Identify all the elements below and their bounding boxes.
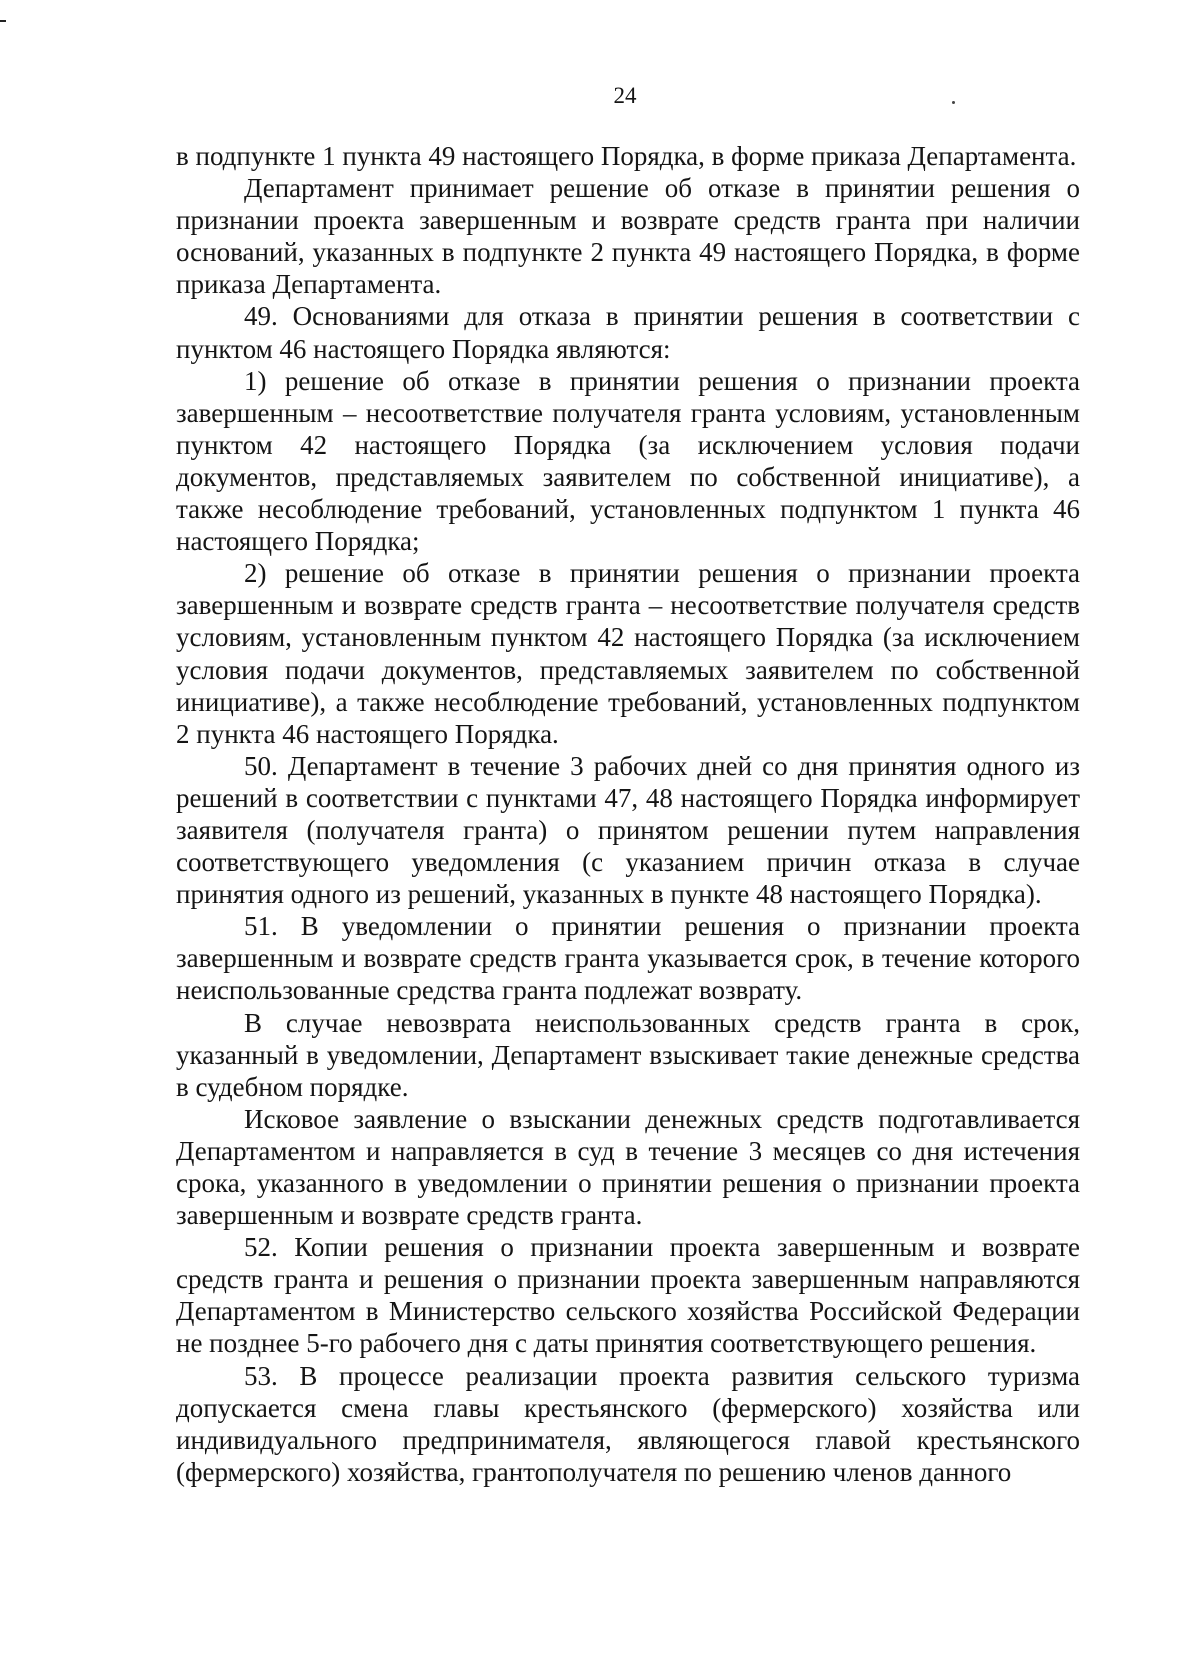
scan-edge-mark <box>0 20 6 22</box>
scan-speck <box>952 101 955 104</box>
paragraph-49-item-2: 2) решение об отказе в принятии решения о признании проекта завершенным и возврате средств гранта – несоответствие получателя средств условиям, установленным пунктом 42 настоящего Порядка (за исключением условия подачи документов, представляемых заявителем по собственной инициативе), а также несоблюдение требований, установленных подпунктом 2 пункта 46 настоящего Порядка. <box>176 558 1080 749</box>
page-number: 24 <box>613 83 637 108</box>
paragraph-53: 53. В процессе реализации проекта развития сельского туризма допускается смена главы крестьянского (фермерского) хозяйства или индивидуального предпринимателя, являющегося главой крестьянского (фермерского) хозяйства, грантополучателя по решению членов данного <box>176 1360 1080 1487</box>
paragraph-49: 49. Основаниями для отказа в принятии решения в соответствии с пунктом 46 настоящего Порядка являются: <box>176 301 1080 364</box>
paragraph-49-item-1: 1) решение об отказе в принятии решения о признании проекта завершенным – несоответствие получателя гранта условиям, установленным пунктом 42 настоящего Порядка (за исключением условия подачи документов, представляемых заявителем по собственной инициативе), а также несоблюдение требований, установленных подпунктом 1 пункта 46 настоящего Порядка; <box>176 365 1080 557</box>
paragraph-52: 52. Копии решения о признании проекта завершенным и возврате средств гранта и решения о признании проекта завершенным направляются Департаментом в Министерство сельского хозяйства Российской Федерации не позднее 5-го рабочего дня с даты принятия соответствующего решения. <box>176 1232 1080 1359</box>
paragraph-51-lawsuit: Исковое заявление о взыскании денежных средств подготавливается Департаментом и направляется в суд в течение 3 месяцев со дня истечения срока, указанного в уведомлении о принятии решения о признании проекта завершенным и возврате средств гранта. <box>176 1103 1080 1231</box>
paragraph-50: 50. Департамент в течение 3 рабочих дней со дня принятия одного из решений в соответствии с пунктами 47, 48 настоящего Порядка информирует заявителя (получателя гранта) о принятом решении путем направления соответствующего уведомления (с указанием причин отказа в случае принятия одного из решений, указанных в пункте 48 настоящего Порядка). <box>176 750 1080 910</box>
paragraph-51: 51. В уведомлении о принятии решения о признании проекта завершенным и возврате средств гранта указывается срок, в течение которого неиспользованные средства гранта подлежат возврату. <box>176 911 1080 1006</box>
paragraph-continuation: в подпункте 1 пункта 49 настоящего Порядка, в форме приказа Департамента. <box>176 141 1077 171</box>
document-body <box>176 140 1080 1488</box>
paragraph-51-nonreturn: В случае невозврата неиспользованных средств гранта в срок, указанный в уведомлении, Департамент взыскивает такие денежные средства в судебном порядке. <box>176 1007 1080 1102</box>
paragraph-refusal-decision: Департамент принимает решение об отказе в принятии решения о признании проекта завершенным и возврате средств гранта при наличии оснований, указанных в подпункте 2 пункта 49 настоящего Порядка, в форме приказа Департамента. <box>176 173 1080 300</box>
